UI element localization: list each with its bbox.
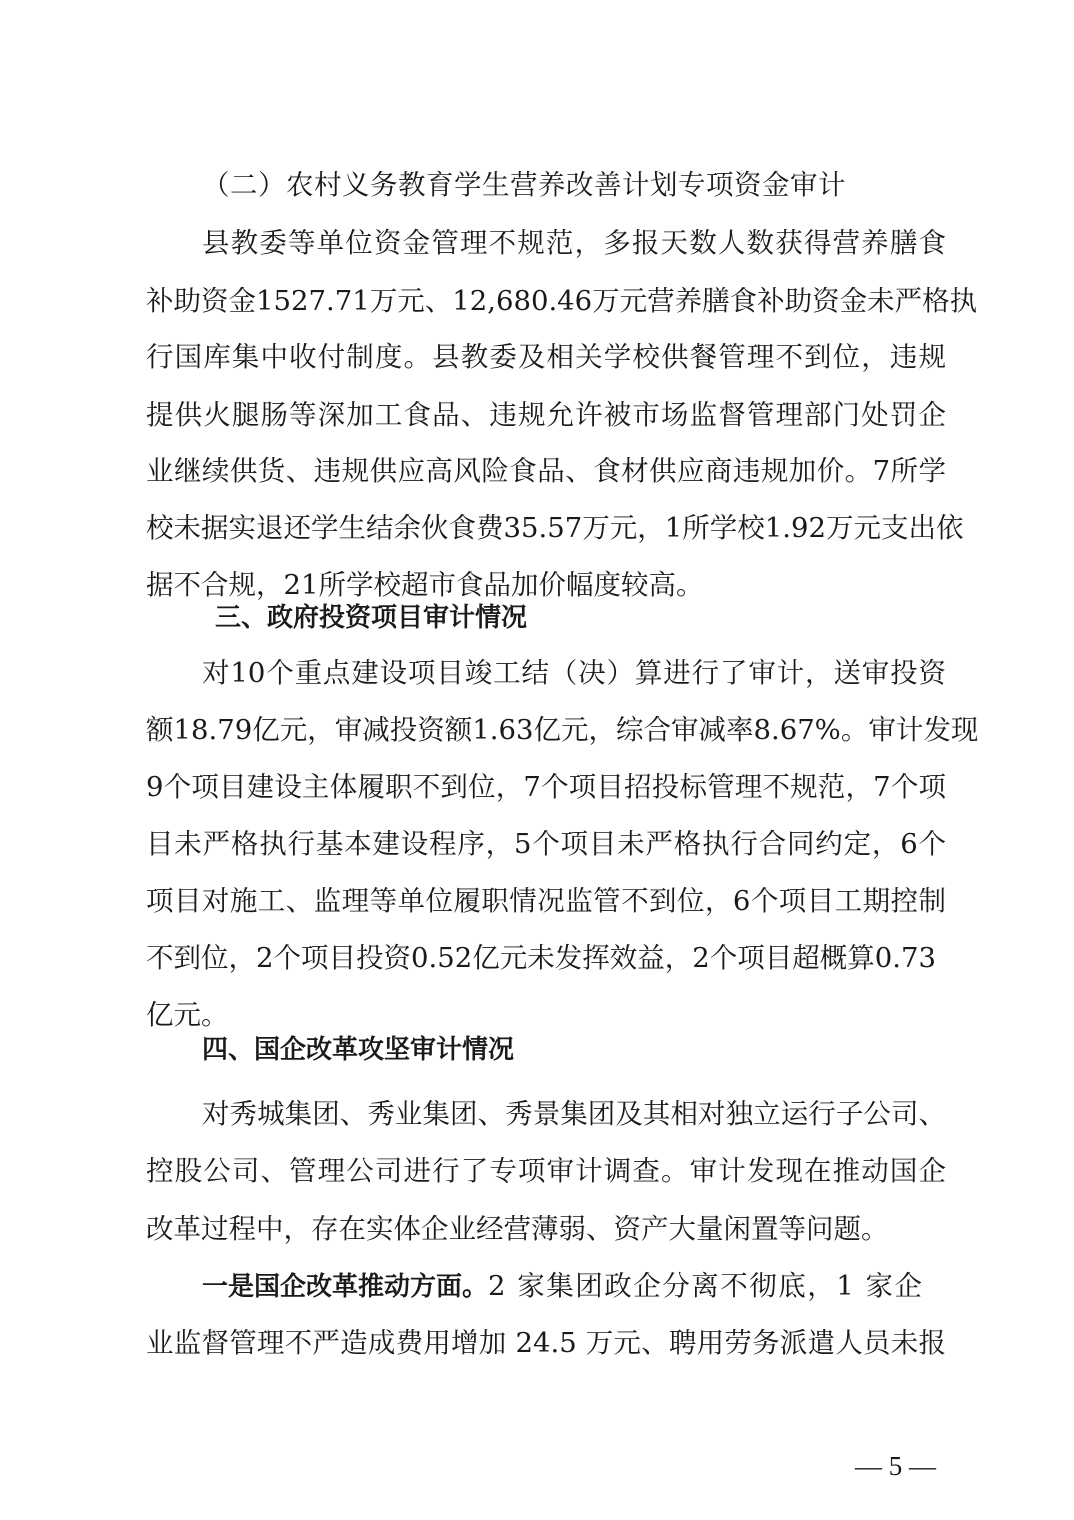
paragraph-line-with-lead: [202, 1264, 946, 1308]
section-heading-soe-reform: 四、国企改革攻坚审计情况: [202, 1035, 515, 1065]
paragraph-line: 校未据实退还学生结余伙食费35.57万元，1所学校1.92万元支出依: [146, 512, 964, 544]
paragraph-line: 亿元。: [146, 999, 229, 1031]
page-number: — 5 —: [855, 1451, 936, 1481]
paragraph-line: 额18.79亿元，审减投资额1.63亿元，综合审减率8.67%。审计发现: [146, 714, 979, 746]
paragraph-line: 对秀城集团、秀业集团、秀景集团及其相对独立运行子公司、: [202, 1098, 946, 1130]
paragraph-line: 提供火腿肠等深加工食品、违规允许被市场监督管理部门处罚企: [146, 399, 946, 431]
paragraph-line: 目未严格执行基本建设程序，5个项目未严格执行合同约定，6个: [146, 828, 946, 860]
section-heading-nutrition-audit: （二）农村义务教育学生营养改善计划专项资金审计: [202, 169, 846, 201]
paragraph-line: 9个项目建设主体履职不到位，7个项目招投标管理不规范，7个项: [146, 771, 946, 803]
paragraph-line: 县教委等单位资金管理不规范，多报天数人数获得营养膳食: [202, 227, 946, 259]
lead-continuation: 2 家集团政企分离不彻底，1 家企: [488, 1270, 924, 1302]
paragraph-line: 行国库集中收付制度。县教委及相关学校供餐管理不到位，违规: [146, 341, 946, 373]
paragraph-line: 控股公司、管理公司进行了专项审计调查。审计发现在推动国企: [146, 1155, 946, 1187]
paragraph-line: 对10个重点建设项目竣工结（决）算进行了审计，送审投资: [202, 657, 946, 689]
paragraph-line: 补助资金1527.71万元、12,680.46万元营养膳食补助资金未严格执: [146, 285, 978, 317]
paragraph-line: 改革过程中，存在实体企业经营薄弱、资产大量闲置等问题。: [146, 1213, 889, 1245]
paragraph-line: 业监督管理不严造成费用增加 24.5 万元、聘用劳务派遣人员未报: [146, 1327, 946, 1359]
section-heading-government-investment: 三、政府投资项目审计情况: [215, 603, 528, 633]
paragraph-line: 项目对施工、监理等单位履职情况监管不到位，6个项目工期控制: [146, 885, 946, 917]
paragraph-line: 业继续供货、违规供应高风险食品、食材供应商违规加价。7所学: [146, 455, 946, 487]
paragraph-line: 不到位，2个项目投资0.52亿元未发挥效益，2个项目超概算0.73: [146, 942, 936, 974]
lead-phrase: 一是国企改革推动方面。: [202, 1272, 489, 1302]
paragraph-line: 据不合规，21所学校超市食品加价幅度较高。: [146, 569, 704, 601]
